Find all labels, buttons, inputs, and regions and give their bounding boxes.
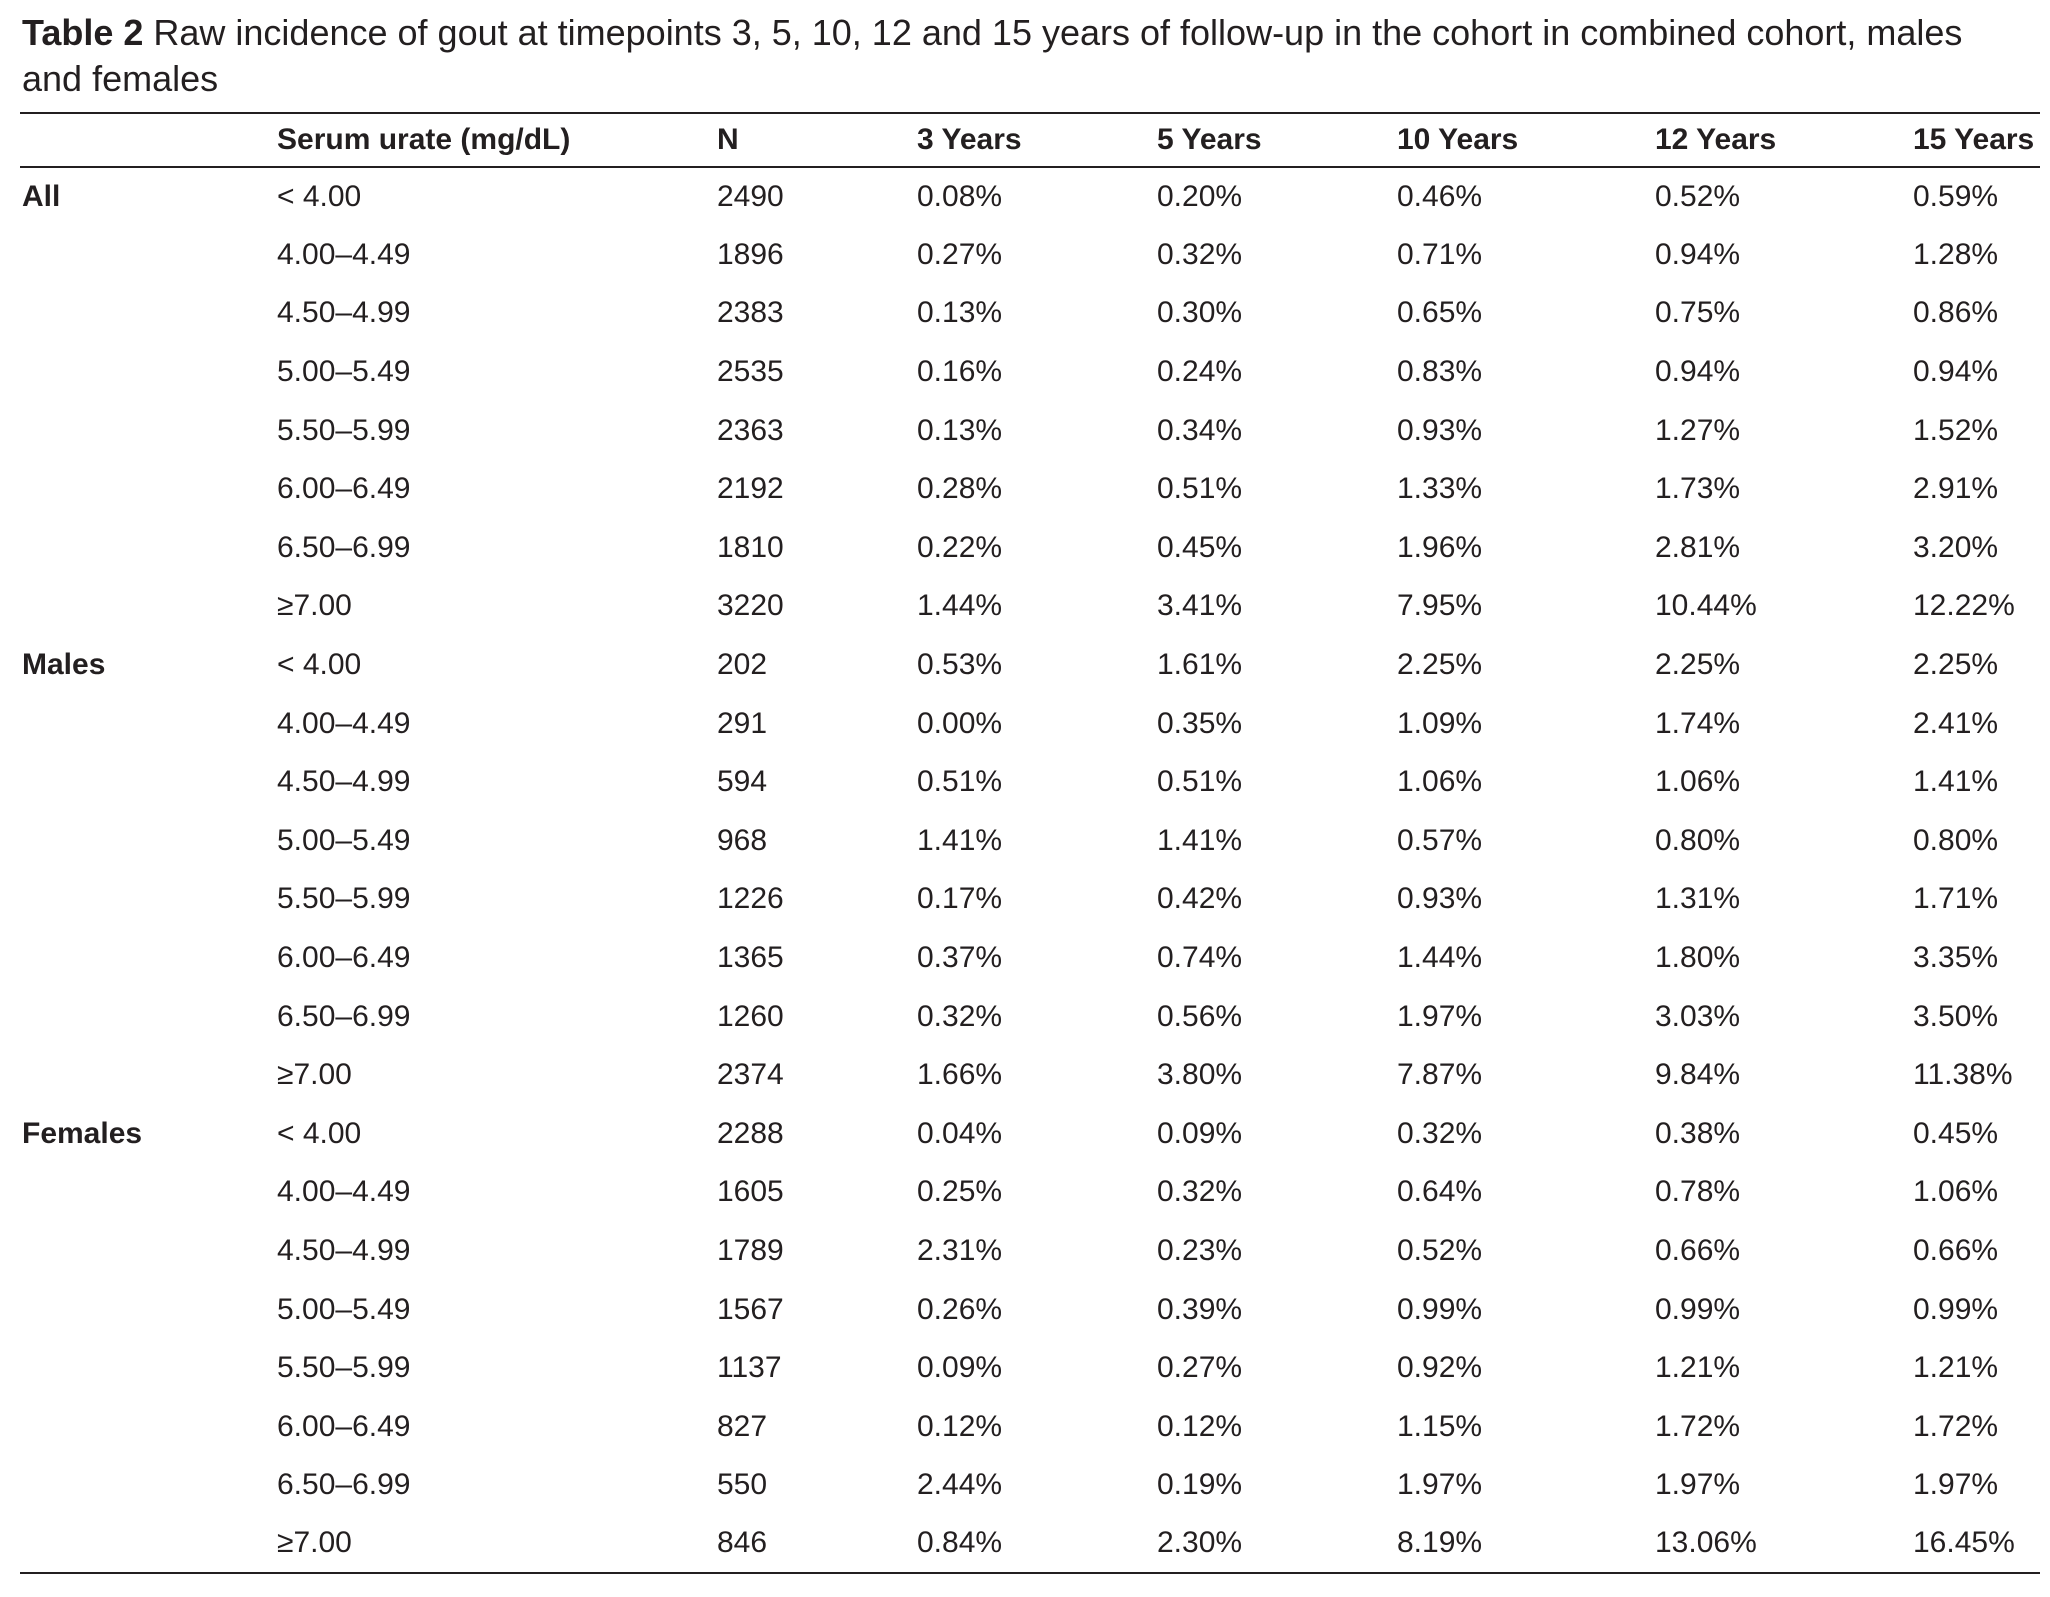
year-10-cell: 1.44% — [1397, 941, 1483, 975]
year-5-cell: 2.30% — [1155, 1515, 1395, 1574]
year-15-cell: 0.94% — [1913, 355, 1999, 389]
table-row — [20, 753, 2040, 812]
year-15-cell: 12.22% — [1913, 589, 2015, 623]
serum-urate-cell: < 4.00 — [277, 179, 362, 213]
year-3-cell: 2.44% — [917, 1468, 1003, 1502]
year-5-cell: 0.45% — [1157, 530, 1243, 564]
year-3-cell: 0.25% — [917, 1175, 1003, 1209]
group-label: Females — [22, 1116, 143, 1150]
year-12-cell: 0.78% — [1655, 1175, 1741, 1209]
year-15-cell: 1.52% — [1913, 413, 1999, 447]
table-row — [20, 343, 2040, 402]
year-15-cell: 0.86% — [1913, 296, 1999, 330]
table-row — [20, 1222, 2040, 1281]
year-10-cell: 1.97% — [1397, 1468, 1483, 1502]
serum-urate-cell: 5.00–5.49 — [277, 823, 411, 857]
group-spacer-cell — [20, 929, 275, 988]
table-row — [20, 519, 2040, 578]
header-5-years: 5 Years — [1155, 113, 1395, 167]
year-3-cell: 0.26% — [917, 1292, 1003, 1326]
year-5-cell: 3.41% — [1157, 589, 1243, 623]
serum-urate-cell: 4.50–4.99 — [277, 1233, 411, 1267]
year-3-cell: 0.17% — [917, 882, 1003, 916]
table-row — [20, 929, 2040, 988]
header-3-years: 3 Years — [915, 113, 1155, 167]
n-cell: 846 — [715, 1515, 915, 1574]
year-3-cell: 0.00% — [917, 706, 1003, 740]
year-3-cell: 1.41% — [917, 823, 1003, 857]
table-caption — [22, 10, 2022, 102]
year-3-cell: 0.28% — [917, 472, 1003, 506]
table-row — [20, 1105, 2040, 1164]
year-10-cell: 0.93% — [1397, 882, 1483, 916]
year-15-cell: 1.72% — [1913, 1409, 1999, 1443]
year-10-cell: 1.96% — [1397, 530, 1483, 564]
group-spacer-cell — [20, 753, 275, 812]
serum-urate-cell: ≥7.00 — [277, 1058, 352, 1092]
table-row — [20, 226, 2040, 285]
year-10-cell: 0.64% — [1397, 1175, 1483, 1209]
group-spacer-cell — [20, 1456, 275, 1515]
group-spacer-cell — [20, 343, 275, 402]
year-15-cell: 1.71% — [1913, 882, 1999, 916]
year-5-cell: 0.39% — [1157, 1292, 1243, 1326]
group-spacer-cell — [20, 1280, 275, 1339]
n-cell: 550 — [717, 1468, 768, 1502]
year-5-cell: 0.27% — [1157, 1351, 1243, 1385]
table-row — [20, 460, 2040, 519]
header-10-years: 10 Years — [1395, 113, 1653, 167]
year-5-cell: 0.51% — [1157, 472, 1243, 506]
serum-urate-cell: 4.00–4.49 — [277, 706, 411, 740]
group-spacer-cell — [20, 1163, 275, 1222]
year-5-cell: 0.09% — [1157, 1116, 1243, 1150]
serum-urate-cell: < 4.00 — [277, 648, 362, 682]
year-5-cell: 1.61% — [1157, 648, 1243, 682]
year-15-cell: 1.06% — [1913, 1175, 1999, 1209]
n-cell: 2192 — [717, 472, 784, 506]
year-5-cell: 0.19% — [1157, 1468, 1243, 1502]
year-10-cell: 0.92% — [1397, 1351, 1483, 1385]
table-row — [20, 636, 2040, 695]
year-15-cell: 11.38% — [1913, 1058, 2013, 1092]
year-5-cell: 0.42% — [1157, 882, 1243, 916]
year-5-cell: 0.32% — [1157, 237, 1243, 271]
year-3-cell: 0.16% — [917, 355, 1003, 389]
table-row — [20, 284, 2040, 343]
year-12-cell: 13.06% — [1653, 1515, 1911, 1574]
table-row — [20, 1456, 2040, 1515]
group-spacer-cell — [20, 226, 275, 285]
year-10-cell: 0.71% — [1397, 237, 1483, 271]
year-5-cell: 0.74% — [1157, 941, 1243, 975]
serum-urate-cell: 4.50–4.99 — [277, 765, 411, 799]
year-5-cell: 0.24% — [1157, 355, 1243, 389]
table-row — [20, 1163, 2040, 1222]
year-10-cell: 1.15% — [1397, 1409, 1483, 1443]
year-10-cell: 2.25% — [1397, 648, 1483, 682]
year-3-cell: 0.37% — [917, 941, 1003, 975]
year-12-cell: 1.27% — [1655, 413, 1741, 447]
serum-urate-cell: 4.50–4.99 — [277, 296, 411, 330]
year-3-cell: 0.13% — [917, 413, 1003, 447]
year-12-cell: 1.31% — [1655, 882, 1741, 916]
year-15-cell: 3.50% — [1913, 999, 1999, 1033]
group-spacer-cell — [20, 870, 275, 929]
year-15-cell: 0.45% — [1913, 1116, 1999, 1150]
caption-text: Raw incidence of gout at timepoints 3, 5, 10, 12 and 15 years of follow-up in the cohort in combined cohort, males and females — [22, 12, 1963, 99]
n-cell: 2374 — [717, 1058, 784, 1092]
year-5-cell: 0.34% — [1157, 413, 1243, 447]
table-row — [20, 812, 2040, 871]
n-cell: 3220 — [717, 589, 784, 623]
year-5-cell: 0.23% — [1157, 1233, 1243, 1267]
n-cell: 202 — [717, 648, 768, 682]
group-spacer-cell — [20, 694, 275, 753]
header-serum-urate: Serum urate (mg/dL) — [275, 113, 715, 167]
table-row — [20, 694, 2040, 753]
n-cell: 2363 — [717, 413, 784, 447]
year-12-cell: 1.80% — [1655, 941, 1741, 975]
n-cell: 1365 — [717, 941, 784, 975]
year-15-cell: 2.25% — [1913, 648, 1999, 682]
year-12-cell: 1.21% — [1655, 1351, 1741, 1385]
group-spacer-cell — [20, 1515, 275, 1574]
table-row — [20, 1397, 2040, 1456]
n-cell: 1226 — [717, 882, 784, 916]
year-5-cell: 0.20% — [1157, 179, 1243, 213]
group-spacer-cell — [20, 1397, 275, 1456]
year-3-cell: 1.66% — [917, 1058, 1003, 1092]
year-10-cell: 0.32% — [1397, 1116, 1483, 1150]
group-spacer-cell — [20, 577, 275, 636]
table-header — [20, 113, 2040, 167]
year-15-cell: 0.99% — [1913, 1292, 1999, 1326]
year-3-cell: 0.53% — [917, 648, 1003, 682]
year-12-cell: 0.80% — [1655, 823, 1741, 857]
year-3-cell: 0.27% — [917, 237, 1003, 271]
serum-urate-cell: 6.50–6.99 — [277, 1468, 411, 1502]
n-cell: 594 — [717, 765, 768, 799]
serum-urate-cell: ≥7.00 — [277, 589, 352, 623]
serum-urate-cell: 5.50–5.99 — [277, 1351, 411, 1385]
year-12-cell: 1.06% — [1655, 765, 1741, 799]
year-12-cell: 1.73% — [1655, 472, 1741, 506]
year-5-cell: 3.80% — [1157, 1058, 1243, 1092]
year-15-cell: 0.80% — [1913, 823, 1999, 857]
year-15-cell: 3.20% — [1913, 530, 1999, 564]
year-5-cell: 0.30% — [1157, 296, 1243, 330]
year-10-cell: 0.93% — [1397, 413, 1483, 447]
n-cell: 2288 — [717, 1116, 784, 1150]
year-15-cell: 0.59% — [1913, 179, 1999, 213]
year-12-cell: 1.74% — [1655, 706, 1741, 740]
year-12-cell: 0.52% — [1655, 179, 1741, 213]
year-3-cell: 0.04% — [917, 1116, 1003, 1150]
table-row — [20, 1280, 2040, 1339]
group-label: All — [22, 179, 61, 213]
n-cell: 1789 — [717, 1233, 784, 1267]
n-cell: 968 — [717, 823, 768, 857]
n-cell: 827 — [717, 1409, 768, 1443]
year-12-cell: 2.81% — [1655, 530, 1741, 564]
year-10-cell: 0.57% — [1397, 823, 1483, 857]
year-5-cell: 0.35% — [1157, 706, 1243, 740]
table-row — [20, 1515, 2040, 1574]
serum-urate-cell: 4.00–4.49 — [277, 237, 411, 271]
year-10-cell: 0.46% — [1397, 179, 1483, 213]
group-spacer-cell — [20, 1046, 275, 1105]
year-10-cell: 1.33% — [1397, 472, 1483, 506]
group-spacer-cell — [20, 284, 275, 343]
year-12-cell: 0.75% — [1655, 296, 1741, 330]
year-3-cell: 0.09% — [917, 1351, 1003, 1385]
group-spacer-cell — [20, 519, 275, 578]
header-12-years: 12 Years — [1653, 113, 1911, 167]
year-12-cell: 1.72% — [1655, 1409, 1741, 1443]
table-row — [20, 577, 2040, 636]
year-5-cell: 0.12% — [1157, 1409, 1243, 1443]
serum-urate-cell: 6.00–6.49 — [277, 941, 411, 975]
serum-urate-cell: 6.50–6.99 — [277, 530, 411, 564]
table-row — [20, 401, 2040, 460]
n-cell: 1137 — [717, 1351, 782, 1385]
year-3-cell: 0.32% — [917, 999, 1003, 1033]
year-15-cell: 3.35% — [1913, 941, 1999, 975]
year-10-cell: 1.06% — [1397, 765, 1483, 799]
table-body — [20, 167, 2040, 1573]
n-cell: 1567 — [717, 1292, 784, 1326]
year-12-cell: 10.44% — [1655, 589, 1757, 623]
year-12-cell: 0.66% — [1655, 1233, 1741, 1267]
year-15-cell: 1.21% — [1913, 1351, 1999, 1385]
n-cell: 1810 — [717, 530, 784, 564]
group-spacer-cell — [20, 401, 275, 460]
year-10-cell: 0.99% — [1397, 1292, 1483, 1326]
n-cell: 2535 — [717, 355, 784, 389]
year-5-cell: 0.32% — [1157, 1175, 1243, 1209]
table-row — [20, 1046, 2040, 1105]
year-3-cell: 0.84% — [915, 1515, 1155, 1574]
year-10-cell: 1.97% — [1397, 999, 1483, 1033]
header-n: N — [715, 113, 915, 167]
serum-urate-cell: 5.50–5.99 — [277, 413, 411, 447]
year-5-cell: 0.51% — [1157, 765, 1243, 799]
year-3-cell: 2.31% — [917, 1233, 1003, 1267]
year-10-cell: 1.09% — [1397, 706, 1483, 740]
table-row — [20, 987, 2040, 1046]
year-3-cell: 1.44% — [917, 589, 1003, 623]
table-row — [20, 1339, 2040, 1398]
header-15-years: 15 Years — [1911, 113, 2040, 167]
serum-urate-cell: 5.00–5.49 — [277, 1292, 411, 1326]
year-5-cell: 1.41% — [1157, 823, 1243, 857]
year-15-cell: 1.41% — [1913, 765, 1999, 799]
year-10-cell: 0.65% — [1397, 296, 1483, 330]
n-cell: 1896 — [717, 237, 784, 271]
year-5-cell: 0.56% — [1157, 999, 1243, 1033]
n-cell: 291 — [717, 706, 768, 740]
year-10-cell: 8.19% — [1395, 1515, 1653, 1574]
year-3-cell: 0.13% — [917, 296, 1003, 330]
serum-urate-cell: 6.50–6.99 — [277, 999, 411, 1033]
serum-urate-cell: ≥7.00 — [275, 1515, 715, 1574]
table-row — [20, 870, 2040, 929]
year-12-cell: 2.25% — [1655, 648, 1741, 682]
n-cell: 2383 — [717, 296, 784, 330]
year-15-cell: 2.91% — [1913, 472, 1999, 506]
year-12-cell: 1.97% — [1655, 1468, 1741, 1502]
n-cell: 2490 — [717, 179, 784, 213]
group-spacer-cell — [20, 812, 275, 871]
table-label: Table 2 — [22, 12, 144, 53]
group-spacer-cell — [20, 1339, 275, 1398]
serum-urate-cell: 4.00–4.49 — [277, 1175, 411, 1209]
year-12-cell: 0.38% — [1655, 1116, 1741, 1150]
group-label: Males — [22, 648, 106, 682]
table-row — [20, 167, 2040, 226]
year-12-cell: 0.99% — [1655, 1292, 1741, 1326]
year-15-cell: 0.66% — [1913, 1233, 1999, 1267]
group-spacer-cell — [20, 987, 275, 1046]
serum-urate-cell: 5.50–5.99 — [277, 882, 411, 916]
year-15-cell: 1.28% — [1913, 237, 1999, 271]
year-10-cell: 0.52% — [1397, 1233, 1483, 1267]
n-cell: 1605 — [717, 1175, 784, 1209]
n-cell: 1260 — [717, 999, 784, 1033]
year-10-cell: 7.87% — [1397, 1058, 1483, 1092]
year-3-cell: 0.51% — [917, 765, 1003, 799]
year-12-cell: 3.03% — [1655, 999, 1741, 1033]
year-15-cell: 2.41% — [1913, 706, 1999, 740]
year-3-cell: 0.22% — [917, 530, 1003, 564]
group-spacer-cell — [20, 1222, 275, 1281]
header-group — [20, 113, 275, 167]
serum-urate-cell: 5.00–5.49 — [277, 355, 411, 389]
group-spacer-cell — [20, 460, 275, 519]
year-3-cell: 0.08% — [917, 179, 1003, 213]
serum-urate-cell: 6.00–6.49 — [277, 472, 411, 506]
year-10-cell: 7.95% — [1397, 589, 1483, 623]
incidence-table — [20, 112, 2040, 1574]
year-12-cell: 0.94% — [1655, 355, 1741, 389]
serum-urate-cell: 6.00–6.49 — [277, 1409, 411, 1443]
year-10-cell: 0.83% — [1397, 355, 1483, 389]
year-3-cell: 0.12% — [917, 1409, 1003, 1443]
year-12-cell: 0.94% — [1655, 237, 1741, 271]
year-15-cell: 16.45% — [1911, 1515, 2040, 1574]
serum-urate-cell: < 4.00 — [277, 1116, 362, 1150]
year-15-cell: 1.97% — [1913, 1468, 1999, 1502]
header-row — [20, 113, 2040, 167]
year-12-cell: 9.84% — [1655, 1058, 1741, 1092]
